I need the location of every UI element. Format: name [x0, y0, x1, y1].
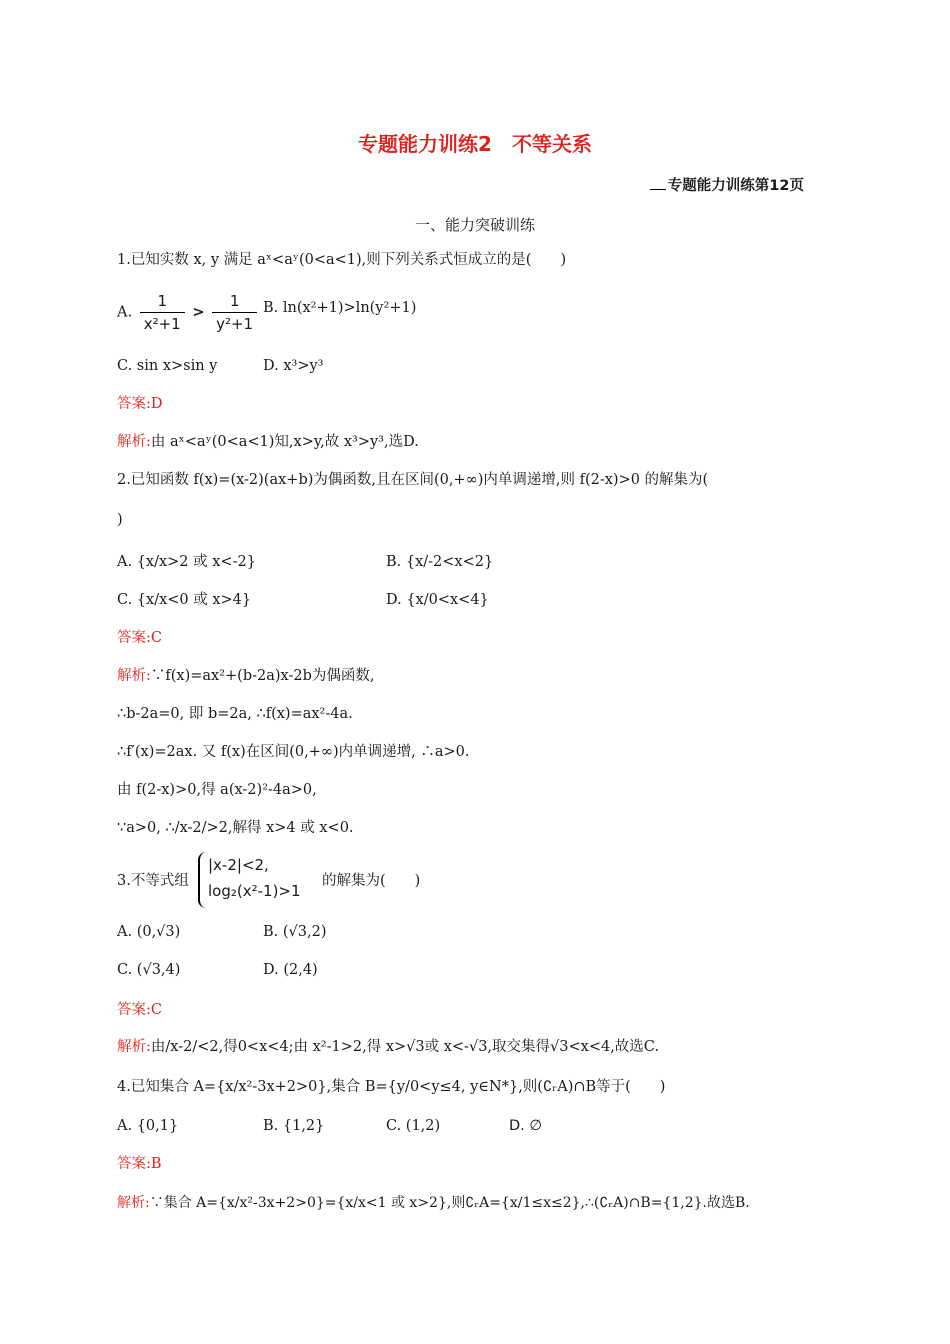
q2-option-a: A. {x/x>2 或 x<-2}: [117, 554, 256, 570]
q2-analysis-line-3: ∴f′(x)=2ax. 又 f(x)在区间(0,+∞)内单调递增, ∴a>0.: [117, 744, 470, 760]
page-title: 专题能力训练2 不等关系: [358, 132, 592, 156]
q4-stem: 4.已知集合 A={x/x²-3x+2>0},集合 B={y/0<y≤4, y∈N*},则(∁ᵣA)∩B等于( ): [117, 1079, 666, 1095]
q1-option-b: B. ln(x²+1)>ln(y²+1): [263, 300, 417, 316]
analysis-text: 由/x-2/<2,得0<x<4;由 x²-1>2,得 x>√3或 x<-√3,取交集得√3<x<4,故选C.: [150, 1039, 659, 1055]
q4-option-d: D. ∅: [509, 1118, 543, 1134]
analysis-label: 解析:: [117, 668, 151, 684]
q3-option-c: C. (√3,4): [117, 962, 181, 978]
q4-answer: [117, 1154, 162, 1174]
fraction-numerator: 1: [212, 290, 257, 313]
q1-option-d: D. x³>y³: [263, 358, 324, 374]
analysis-label: 解析:: [117, 1195, 150, 1211]
q1-option-a-prefix: A.: [117, 304, 133, 321]
q2-stem: 2.已知函数 f(x)=(x-2)(ax+b)为偶函数,且在区间(0,+∞)内单调递增,则 f(2-x)>0 的解集为(: [117, 472, 709, 488]
answer-value: C: [150, 1002, 162, 1018]
q1-fraction-2: [212, 290, 257, 335]
fraction-denominator: y²+1: [216, 315, 254, 333]
q1-answer: [117, 394, 163, 414]
q3-analysis: [117, 1037, 659, 1057]
answer-label: 答案:: [117, 630, 151, 646]
q2-option-b: B. {x/-2<x<2}: [386, 554, 494, 570]
inequality-system: [198, 852, 330, 908]
analysis-label: 解析:: [117, 434, 151, 450]
fill-blank: [650, 189, 666, 190]
answer-value: B: [150, 1156, 162, 1172]
q2-analysis-line-4: 由 f(2-x)>0,得 a(x-2)²-4a>0,: [117, 782, 317, 798]
answer-label: 答案:: [117, 1002, 151, 1018]
reference-note: [650, 174, 804, 195]
q4-option-c: C. (1,2): [386, 1118, 441, 1134]
answer-value: C: [150, 630, 162, 646]
reference-text: 专题能力训练第12页: [667, 178, 804, 194]
fraction-denominator: x²+1: [143, 315, 181, 333]
q2-option-c: C. {x/x<0 或 x>4}: [117, 592, 252, 608]
q2-analysis-line-2: ∴b-2a=0, 即 b=2a, ∴f(x)=ax²-4a.: [117, 706, 353, 722]
analysis-text: 由 aˣ<aʸ(0<a<1)知,x>y,故 x³>y³,选D.: [150, 434, 419, 450]
analysis-text: ∵集合 A={x/x²-3x+2>0}={x/x<1 或 x>2},则∁ᵣA={x/1≤x≤2},∴(∁ᵣA)∩B={1,2}.故选B.: [149, 1195, 750, 1211]
q1-option-c: C. sin x>sin y: [117, 358, 218, 374]
answer-label: 答案:: [117, 396, 151, 412]
q2-answer: [117, 628, 162, 648]
q2-analysis-line-1: [117, 666, 375, 686]
answer-value: D: [150, 396, 163, 412]
q4-option-a: A. {0,1}: [117, 1118, 179, 1134]
q3-option-a: A. (0,√3): [117, 924, 181, 940]
q1-fraction-1: [140, 290, 185, 335]
q2-option-d: D. {x/0<x<4}: [386, 592, 489, 608]
q3-stem-after: 的解集为( ): [322, 873, 421, 889]
analysis-label: 解析:: [117, 1039, 151, 1055]
q3-answer: [117, 1000, 162, 1020]
analysis-text: ∵f(x)=ax²+(b-2a)x-2b为偶函数,: [150, 668, 375, 684]
system-line-2: log₂(x²-1)>1: [208, 882, 301, 900]
q1-option-a: [117, 290, 260, 335]
greater-than: >: [192, 304, 205, 321]
q3-option-d: D. (2,4): [263, 962, 318, 978]
q3-option-b: B. (√3,2): [263, 924, 327, 940]
q2-stem-cont: ): [117, 512, 123, 528]
q1-stem: 1.已知实数 x, y 满足 aˣ<aʸ(0<a<1),则下列关系式恒成立的是( ): [117, 252, 567, 268]
q4-analysis: [117, 1193, 750, 1213]
answer-label: 答案:: [117, 1156, 151, 1172]
q1-analysis: [117, 432, 419, 452]
q2-analysis-line-5: ∵a>0, ∴/x-2/>2,解得 x>4 或 x<0.: [117, 820, 354, 836]
section-heading: 一、能力突破训练: [414, 216, 535, 234]
q3-stem-before: 3.不等式组: [117, 873, 189, 889]
fraction-numerator: 1: [140, 290, 185, 313]
system-line-1: |x-2|<2,: [208, 856, 269, 874]
q4-option-b: B. {1,2}: [263, 1118, 325, 1134]
